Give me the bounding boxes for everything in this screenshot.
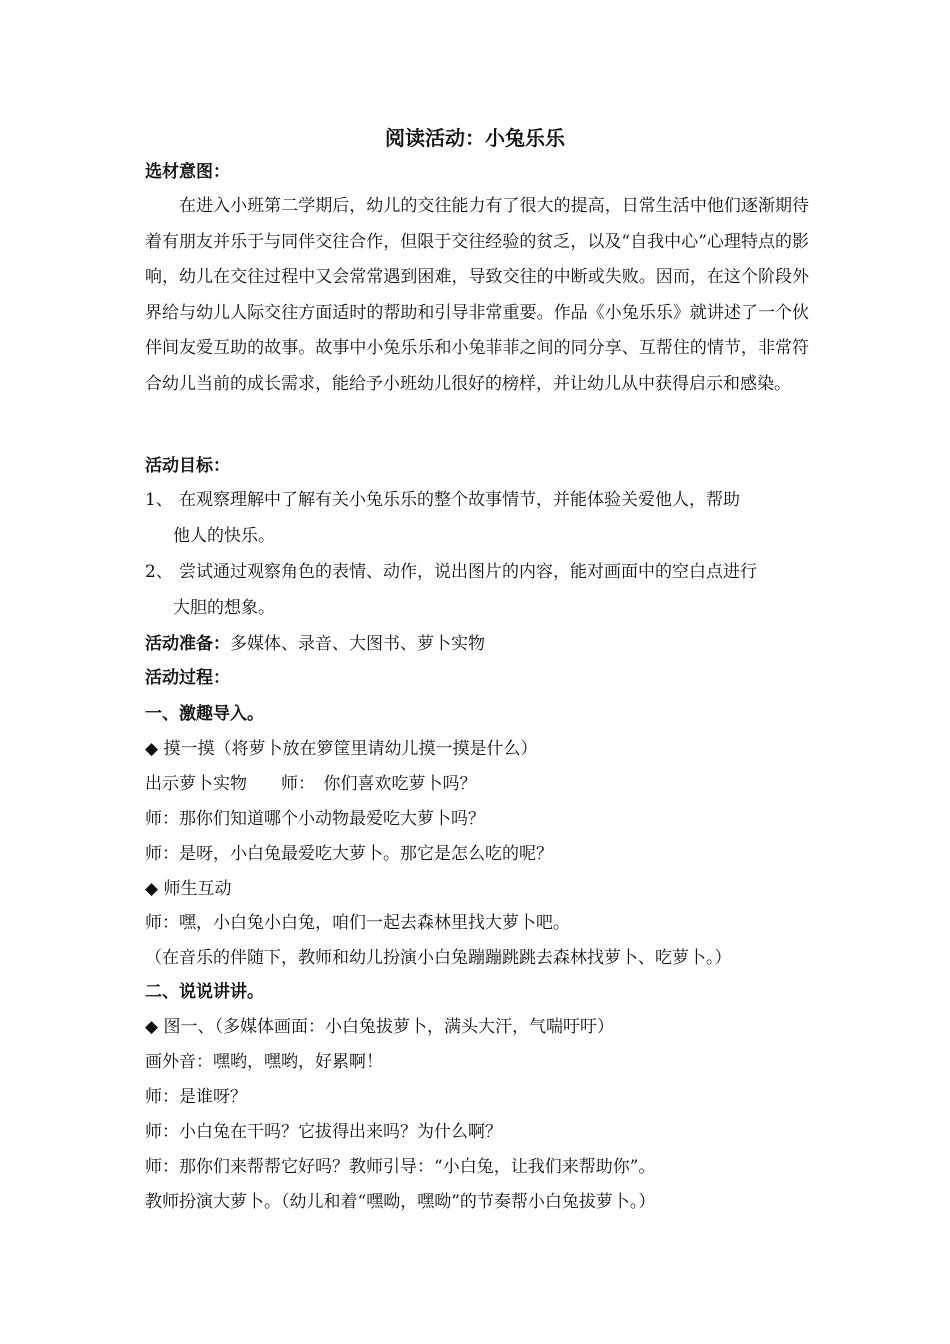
goal-text-line1: 尝试通过观察角色的表情、动作，说出图片的内容，能对画面中的空白点进行 <box>179 562 757 582</box>
part1-heading: 一、激趣导入。 <box>145 704 264 724</box>
intent-paragraph: 在进入小班第二学期后，幼儿的交往能力有了很大的提高，日常生活中他们逐渐期待着有朋友并乐于与同伴交往合作，但限于交往经验的贫乏，以及“自我中心”心理特点的影响，幼儿在交往过程中又会常常遇到困难，导致交往的中断或失败。因而，在这个阶段外界给与幼儿人际交往方面适时的帮助和引导非常重要。作品《小兔乐乐》就讲述了一个伙伴间友爱互助的故事。故事中小兔乐乐和小兔菲菲之间的同分享、互帮住的情节，非常符合幼儿当前的成长需求，能给予小班幼儿很好的榜样，并让幼儿从中获得启示和感染。 <box>145 196 809 394</box>
part1-line: 出示萝卜实物 师： 你们喜欢吃萝卜吗？ <box>145 774 477 794</box>
part2-line: ◆ 图一、（多媒体画面：小白兔拔萝卜，满头大汗，气喘吁吁） <box>145 1017 614 1037</box>
part2-line: 画外音：嘿哟，嘿哟，好累啊！ <box>145 1052 383 1072</box>
part1-line: 师：那你们知道哪个小动物最爱吃大萝卜吗？ <box>145 809 485 829</box>
goal-text-line1: 在观察理解中了解有关小兔乐乐的整个故事情节，并能体验关爱他人，帮助 <box>179 490 740 510</box>
goals-heading: 活动目标： <box>145 456 230 476</box>
goal-text-line2: 他人的快乐。 <box>173 525 275 546</box>
part2-line: 师：那你们来帮帮它好吗？教师引导：“小白兔，让我们来帮助你”。 <box>145 1157 656 1177</box>
goal-item-1 <box>145 483 809 554</box>
goal-number: 2、 <box>145 562 173 582</box>
process-heading: 活动过程： <box>145 668 230 688</box>
goal-text-line2: 大胆的想象。 <box>173 597 275 618</box>
part1-line: （在音乐的伴随下，教师和幼儿扮演小白兔蹦蹦跳跳去森林找萝卜、吃萝卜。） <box>145 948 732 968</box>
part2-line: 教师扮演大萝卜。（幼儿和着“嘿呦，嘿呦”的节奏帮小白兔拔萝卜。） <box>145 1192 656 1212</box>
goal-item-2 <box>145 555 809 626</box>
part2-heading: 二、说说讲讲。 <box>145 982 264 1002</box>
prep-heading: 活动准备： <box>145 634 230 654</box>
intent-heading: 选材意图： <box>145 162 230 182</box>
prep-text: 多媒体、录音、大图书、萝卜实物 <box>230 634 485 654</box>
part1-line: 师：是呀，小白兔最爱吃大萝卜。那它是怎么吃的呢？ <box>145 844 553 864</box>
part1-line: ◆ 师生互动 <box>145 879 232 899</box>
part2-line: 师：小白兔在干吗？它拔得出来吗？为什么啊？ <box>145 1122 502 1142</box>
part2-line: 师：是谁呀？ <box>145 1087 247 1107</box>
page-title: 阅读活动：小兔乐乐 <box>385 126 565 150</box>
part1-line: ◆ 摸一摸（将萝卜放在箩筐里请幼儿摸一摸是什么） <box>145 739 538 759</box>
prep-line <box>145 627 815 661</box>
part1-line: 师：嘿，小白兔小白兔，咱们一起去森林里找大萝卜吧。 <box>145 913 570 933</box>
goal-number: 1、 <box>145 490 173 510</box>
